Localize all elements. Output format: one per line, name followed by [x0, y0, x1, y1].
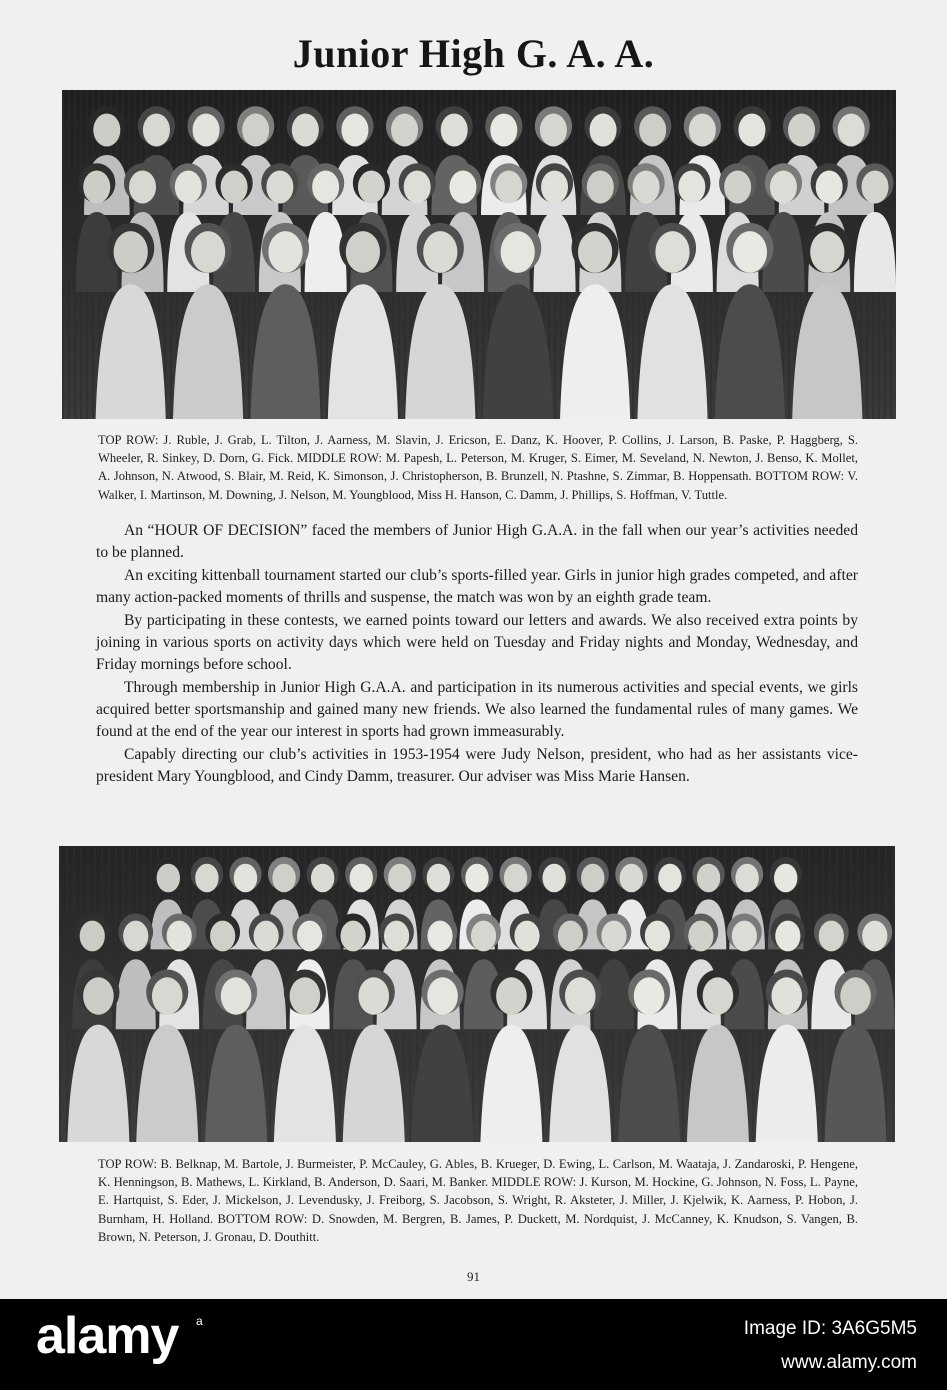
- photo-figure-face: [175, 171, 202, 204]
- photo-figure-face: [268, 231, 302, 273]
- photo-figure-face: [770, 171, 797, 204]
- photo-figure-face: [346, 231, 380, 273]
- photo-figure-face: [193, 114, 220, 147]
- photo-figure-face: [272, 864, 295, 893]
- photo-figure-face: [312, 171, 339, 204]
- photo-figure-face: [565, 977, 596, 1014]
- site-url: www.alamy.com: [781, 1352, 917, 1373]
- photo-figure-face: [210, 921, 235, 952]
- article-body: [96, 520, 858, 789]
- photo-figure-face: [449, 171, 476, 204]
- photo-figure-face: [816, 171, 843, 204]
- photo-figure-face: [384, 921, 409, 952]
- photo-figure-face: [391, 114, 418, 147]
- group-photo-bottom: [59, 846, 895, 1142]
- photo-figure-face: [774, 864, 797, 893]
- photo-figure-face: [771, 977, 802, 1014]
- photo-figure-face: [496, 977, 527, 1014]
- photo-figure-face: [311, 864, 334, 893]
- photo-figure-face: [840, 977, 871, 1014]
- photo-figure-face: [341, 921, 366, 952]
- photo-figure-face: [471, 921, 496, 952]
- photo-figure-face: [724, 171, 751, 204]
- photo-figure-face: [634, 977, 665, 1014]
- photo-figure-face: [221, 977, 252, 1014]
- photo-figure-face: [290, 977, 321, 1014]
- photo-figure-face: [427, 977, 458, 1014]
- group-photo-top: [62, 90, 896, 419]
- photo-figure-face: [738, 114, 765, 147]
- photo-figure-face: [578, 231, 612, 273]
- photo-figure-face: [242, 114, 269, 147]
- caption-bottom: TOP ROW: B. Belknap, M. Bartole, J. Burmeister, P. McCauley, G. Ables, B. Krueger, D. Ewing, L. Carlson, M. Waataja, J. Zandaroski, P. Hengene, K. Henningson, B. Mathews, L. Kirkland, B. Anderson, D. Saari, M. Banker. MIDDLE ROW: J. Kurson, M. Hockine, G. Johnson, N. Foss, L. Payne, E. Hartquist, S. Eder, J. Mickelson, J. Levendusky, J. Freiborg, S. Jacobson, S. Wright, R. Aksteter, J. Miller, J. Kjelwik, K. Aarness, P. Hobon, J. Burnham, H. Holland. BOTTOM ROW: D. Snowden, M. Bergren, B. James, P. Duckett, M. Nordquist, J. McCanney, K. Knudson, S. Vangen, B. Brown, N. Peterson, J. Gronau, D. Douthitt.: [98, 1157, 858, 1244]
- photo-figure-face: [129, 171, 156, 204]
- photo-figure-face: [143, 114, 170, 147]
- photo-figure-face: [83, 977, 114, 1014]
- photo-figure-face: [703, 977, 734, 1014]
- page-number: 91: [467, 1269, 480, 1284]
- photo-figure-face: [427, 864, 450, 893]
- photo-figure-face: [655, 231, 689, 273]
- paragraph: An “HOUR OF DECISION” faced the members of Junior High G.A.A. in the fall when our year’s activities needed to be planned.: [96, 522, 858, 561]
- photo-figure-face: [688, 921, 713, 952]
- photo-figure-face: [697, 864, 720, 893]
- photo-figure-face: [234, 864, 257, 893]
- paragraph: By participating in these contests, we earned points toward our letters and awards. We also received extra points by joining in various sports on activity days which were held on Tuesday and Friday nights and Monday, Wednesday, and Friday mornings before school.: [96, 612, 858, 673]
- photo-figure-face: [152, 977, 183, 1014]
- photo-figure-face: [266, 171, 293, 204]
- photo-figure-face: [167, 921, 192, 952]
- photo-figure-face: [678, 171, 705, 204]
- photo-figure-face: [191, 231, 225, 273]
- photo-figure-face: [514, 921, 539, 952]
- photo-figure-face: [620, 864, 643, 893]
- photo-figure-face: [775, 921, 800, 952]
- photo-figure-face: [732, 921, 757, 952]
- photo-figure-face: [427, 921, 452, 952]
- photo-figure-face: [658, 864, 681, 893]
- photo-figure-face: [639, 114, 666, 147]
- photo-figure-face: [83, 171, 110, 204]
- group-photo-bottom-image: [59, 846, 895, 1142]
- photo-figure-face: [195, 864, 218, 893]
- photo-figure-face: [495, 171, 522, 204]
- photo-figure-face: [735, 864, 758, 893]
- photo-figure-face: [558, 921, 583, 952]
- photo-figure-face: [788, 114, 815, 147]
- paragraph: Through membership in Junior High G.A.A. and participation in its numerous activities and special events, we girls acquired better sportsmanship and gained many new friends. We also learned the fundamental rules of many games. We found at the end of the year our interest in sports had grown immeasurably.: [96, 679, 858, 740]
- photo-figure-face: [689, 114, 716, 147]
- photo-figure-face: [350, 864, 373, 893]
- group-photo-top-image: [62, 90, 896, 419]
- photo-figure-face: [490, 114, 517, 147]
- photo-figure-face: [819, 921, 844, 952]
- photo-figure-face: [501, 231, 535, 273]
- photo-figure-face: [157, 864, 180, 893]
- photo-figure-face: [254, 921, 279, 952]
- photo-figure-face: [590, 114, 617, 147]
- page-title: Junior High G. A. A.: [292, 31, 655, 76]
- paragraph: An exciting kittenball tournament started our club’s sports-filled year. Girls in junior high grades competed, and after many action-packed moments of thrills and suspense, the match was won by an eighth grade team.: [96, 567, 858, 606]
- photo-figure-face: [292, 114, 319, 147]
- photo-figure-face: [541, 171, 568, 204]
- photo-figure-face: [358, 171, 385, 204]
- photo-figure-face: [601, 921, 626, 952]
- photo-figure-face: [388, 864, 411, 893]
- photo-figure-face: [80, 921, 105, 952]
- photo-figure-face: [114, 231, 148, 273]
- photo-figure-face: [297, 921, 322, 952]
- paragraph: Capably directing our club’s activities in 1953-1954 were Judy Nelson, president, who had as her assistants vice-president Mary Youngblood, and Cindy Damm, treasurer. Our adviser was Miss Marie Hansen.: [96, 745, 858, 785]
- photo-figure-face: [221, 171, 248, 204]
- photo-figure-face: [540, 114, 567, 147]
- photo-figure-face: [441, 114, 468, 147]
- photo-figure-face: [838, 114, 865, 147]
- photo-figure-face: [465, 864, 488, 893]
- photo-figure-face: [862, 921, 887, 952]
- alamy-logo: alamy: [36, 1307, 179, 1365]
- photo-figure-face: [423, 231, 457, 273]
- photo-figure-face: [633, 171, 660, 204]
- caption-top: TOP ROW: J. Ruble, J. Grab, L. Tilton, J. Aarness, M. Slavin, J. Ericson, E. Danz, K. Hoover, P. Collins, J. Larson, B. Paske, P. Haggberg, S. Wheeler, R. Sinkey, D. Dorn, G. Fick. MIDDLE ROW: M. Papesh, L. Peterson, M. Kruger, S. Eimer, M. Seveland, N. Newton, J. Benso, K. Mollet, A. Johnson, N. Atwood, S. Blair, M. Reid, K. Simonson, J. Christopherson, B. Brunzell, N. Ptashne, S. Zimmar, B. Hoppensath. BOTTOM ROW: V. Walker, I. Martinson, M. Downing, J. Nelson, M. Youngblood, Miss H. Hanson, C. Damm, J. Phillips, S. Hoffman, V. Tuttle.: [98, 433, 858, 502]
- alamy-logo-mark: a: [196, 1314, 203, 1328]
- photo-figure-face: [358, 977, 389, 1014]
- photo-figure-face: [123, 921, 148, 952]
- photo-figure-face: [341, 114, 368, 147]
- photo-figure-face: [93, 114, 120, 147]
- photo-figure-face: [404, 171, 431, 204]
- photo-figure-face: [733, 231, 767, 273]
- photo-figure-face: [861, 171, 888, 204]
- photo-figure-face: [810, 231, 844, 273]
- photo-figure-face: [587, 171, 614, 204]
- image-id: Image ID: 3A6G5M5: [743, 1318, 917, 1339]
- photo-figure-face: [581, 864, 604, 893]
- photo-figure-face: [542, 864, 565, 893]
- photo-figure-face: [645, 921, 670, 952]
- photo-figure-face: [504, 864, 527, 893]
